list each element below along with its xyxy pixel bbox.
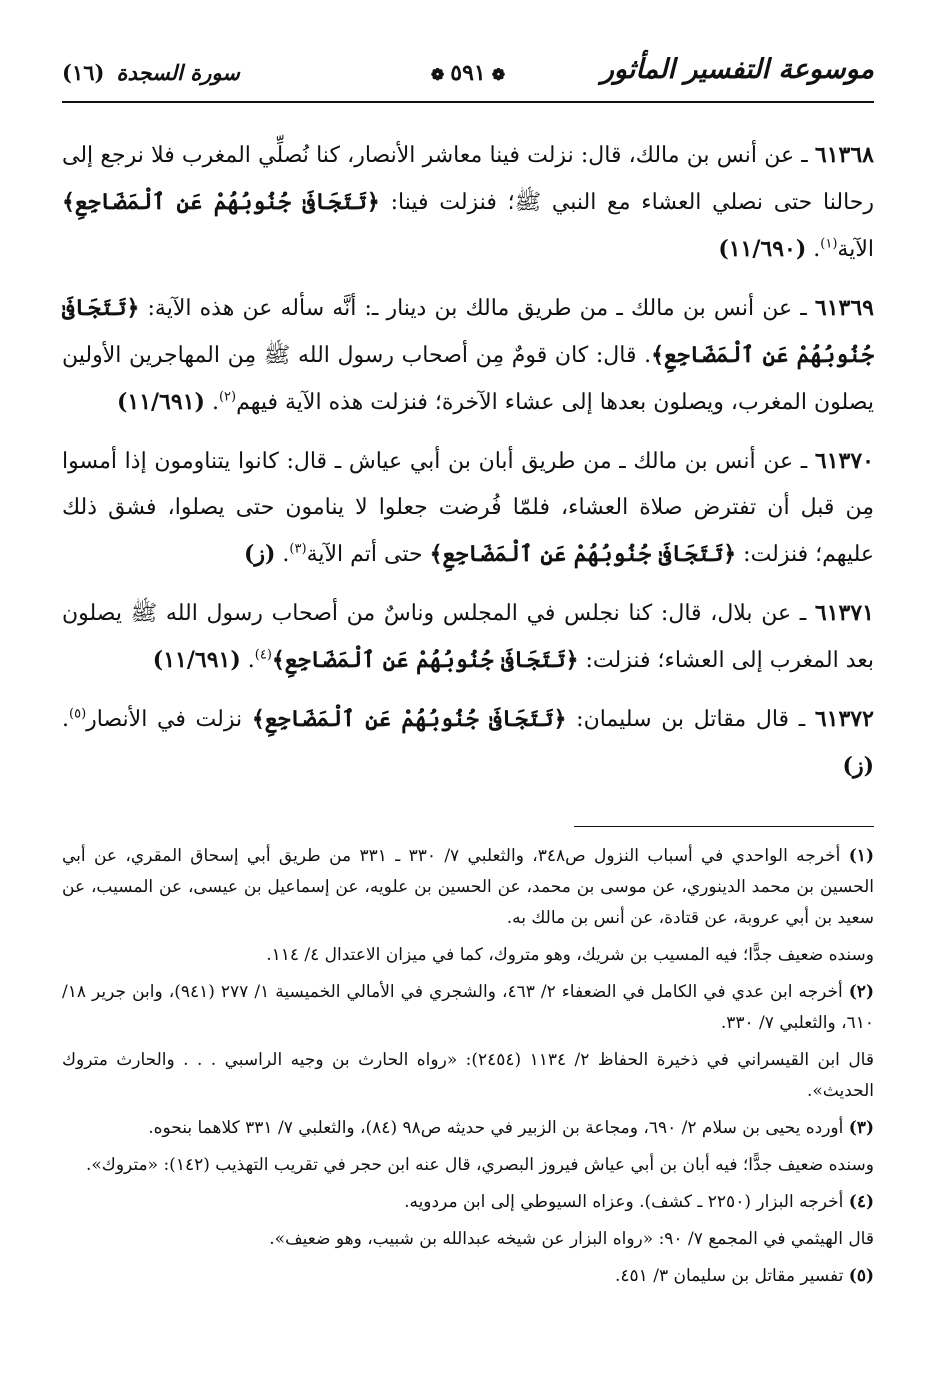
narration-text: . [282,542,290,567]
narration [62,438,874,578]
narrations [62,132,874,790]
footnote-number: (١) [848,846,874,866]
narration-number: ٦١٣٧٠ [814,448,874,474]
footnote [62,1261,874,1292]
volume-reference: (١١/٦٩١) [152,647,241,673]
footnote [62,1045,874,1107]
running-header [62,48,874,106]
narration-number: ٦١٣٧٢ [814,706,874,732]
narration-text: . [813,237,821,262]
volume-reference: (١١/٦٩١) [116,389,205,415]
footnote [62,977,874,1039]
footnote [62,940,874,971]
footnotes [62,841,874,1292]
footnote-text: أخرجه الواحدي في أسباب النزول ص٣٤٨، والثعلبي ٧/ ٣٣٠ ـ ٣٣١ من طريق أبي إسحاق المقري، عن أبي الحسين بن محمد الدينوري، عن موسى بن محمد، عن الحسين بن علويه، عن إسماعيل بن عيسى، عن المسيب، عن سعيد بن أبي عروبة، عن قتادة، عن أنس بن مالك به. [62,846,874,928]
footnote [62,841,874,934]
footnote [62,1224,874,1255]
surah-label [62,60,240,85]
quran-verse: ﴿تَتَجَافَىٰ جُنُوبُهُمْ عَنِ ٱلْمَضَاجِعِ﴾ [251,706,567,732]
quran-verse: ﴿تَتَجَافَىٰ جُنُوبُهُمْ عَنِ ٱلْمَضَاجِعِ﴾ [62,295,874,368]
narration-text: . [247,648,255,673]
footnote-marker[interactable]: (٣) [289,541,307,557]
narration [62,696,874,790]
footnote-text: قال ابن القيسراني في ذخيرة الحفاظ ٢/ ١١٣٤ (٢٤٥٤): «رواه الحارث بن وجيه الراسبي . . . والحارث متروك الحديث». [62,1050,874,1101]
narration-text: ـ عن أنس بن مالك، قال: نزلت فينا معاشر الأنصار، كنا نُصلِّي المغرب فلا نرجع إلى رحالنا حتى نصلي العشاء مع النبي ﷺ؛ فنزلت فينا: [62,143,874,215]
narration-text: نزلت في الأنصار [86,707,243,732]
ornament-icon: ❁ [491,65,506,84]
narration-text: . [211,390,219,415]
footnote-text: وسنده ضعيف جدًّا؛ فيه أبان بن أبي عياش فيروز البصري، قال عنه ابن حجر في تقريب التهذيب (١٤٢): «متروك». [86,1155,874,1175]
narration-number: ٦١٣٧١ [814,600,874,626]
quran-verse: ﴿تَتَجَافَىٰ جُنُوبُهُمْ عَنِ ٱلْمَضَاجِعِ﴾ [62,189,380,215]
narration [62,285,874,426]
surah-number: (١٦) [62,60,105,85]
footnote-marker[interactable]: (٢) [218,389,237,405]
volume-reference: (ز) [842,753,874,779]
narration-number: ٦١٣٦٨ [814,142,874,168]
footnote-text: أخرجه ابن عدي في الكامل في الضعفاء ٢/ ٤٦٣، والشجري في الأمالي الخميسية ١/ ٢٧٧ (٩٤١)، وابن جرير ١٨/ ٦١٠، والثعلبي ٧/ ٣٣٠. [62,982,874,1033]
narration [62,590,874,684]
footnote-marker[interactable]: (٥) [69,706,87,722]
narration-text: ـ عن أنس بن مالك ـ من طريق أبان بن أبي عياش ـ قال: كانوا يتناومون إذا أمسوا مِن قبل أن تفترض صلاة العشاء، فلمّا فُرضت جعلوا لا ينامون حتى يصلوا، فشق ذلك عليهم؛ فنزلت: [62,449,874,567]
footnote-marker[interactable]: (٤) [254,647,272,663]
footnote [62,1187,874,1218]
narration-number: ٦١٣٦٩ [814,295,874,321]
footnote-number: (٣) [848,1118,874,1138]
ornament-icon: ❁ [430,65,445,84]
quran-verse: ﴿تَتَجَافَىٰ جُنُوبُهُمْ عَنِ ٱلْمَضَاجِعِ﴾ [271,647,579,673]
book-title: موسوعة التفسير المأثور [600,54,874,85]
footnote-marker[interactable]: (١) [820,236,838,252]
narration-text: . [62,707,69,732]
book-page [62,48,874,1348]
narration-text: . قال: كان قومٌ مِن أصحاب رسول الله ﷺ مِن المهاجرين الأولين يصلون المغرب، ويصلون بعدها إلى عشاء الآخرة؛ فنزلت هذه الآية فيهم [62,343,874,415]
narration-text: ـ قال مقاتل بن سليمان: [576,707,806,732]
narration-text: الآية [837,237,874,262]
footnote-text: أورده يحيى بن سلام ٢/ ٦٩٠، ومجاعة بن الزبير في حديثه ص٩٨ (٨٤)، والثعلبي ٧/ ٣٣١ كلاهما بنحوه. [148,1118,844,1138]
footnote [62,1113,874,1144]
header-rule [62,101,874,103]
narration-text: ـ عن أنس بن مالك ـ من طريق مالك بن دينار ـ: أنَّه سأله عن هذه الآية: [147,296,807,321]
quran-verse: ﴿تَتَجَافَىٰ جُنُوبُهُمْ عَنِ ٱلْمَضَاجِعِ﴾ [429,541,737,567]
footnote-text: قال الهيثمي في المجمع ٧/ ٩٠: «رواه البزار عن شيخه عبدالله بن شبيب، وهو ضعيف». [269,1229,874,1249]
page-number [425,60,511,86]
volume-reference: (ز) [243,541,276,567]
page-number-value: ٥٩١ [450,60,486,86]
narration-text: ـ عن بلال، قال: كنا نجلس في المجلس وناسٌ من أصحاب رسول الله ﷺ يصلون بعد المغرب إلى العشاء؛ فنزلت: [62,601,874,673]
footnote-text: أخرجه البزار (٢٢٥٠ ـ كشف). وعزاه السيوطي إلى ابن مردويه. [404,1192,844,1212]
footnote-number: (٥) [848,1266,874,1286]
volume-reference: (١١/٦٩٠) [718,236,807,262]
footnote-text: تفسير مقاتل بن سليمان ٣/ ٤٥١. [614,1266,844,1286]
narration [62,132,874,273]
footnote-text: وسنده ضعيف جدًّا؛ فيه المسيب بن شريك، وهو متروك، كما في ميزان الاعتدال ٤/ ١١٤. [266,945,874,965]
narration-text: حتى أتم الآية [306,542,423,567]
surah-name: سورة السجدة [116,60,240,85]
footnote-number: (٢) [848,982,874,1002]
footnote [62,1150,874,1181]
footnote-number: (٤) [848,1192,874,1212]
footnote-separator [574,826,874,827]
